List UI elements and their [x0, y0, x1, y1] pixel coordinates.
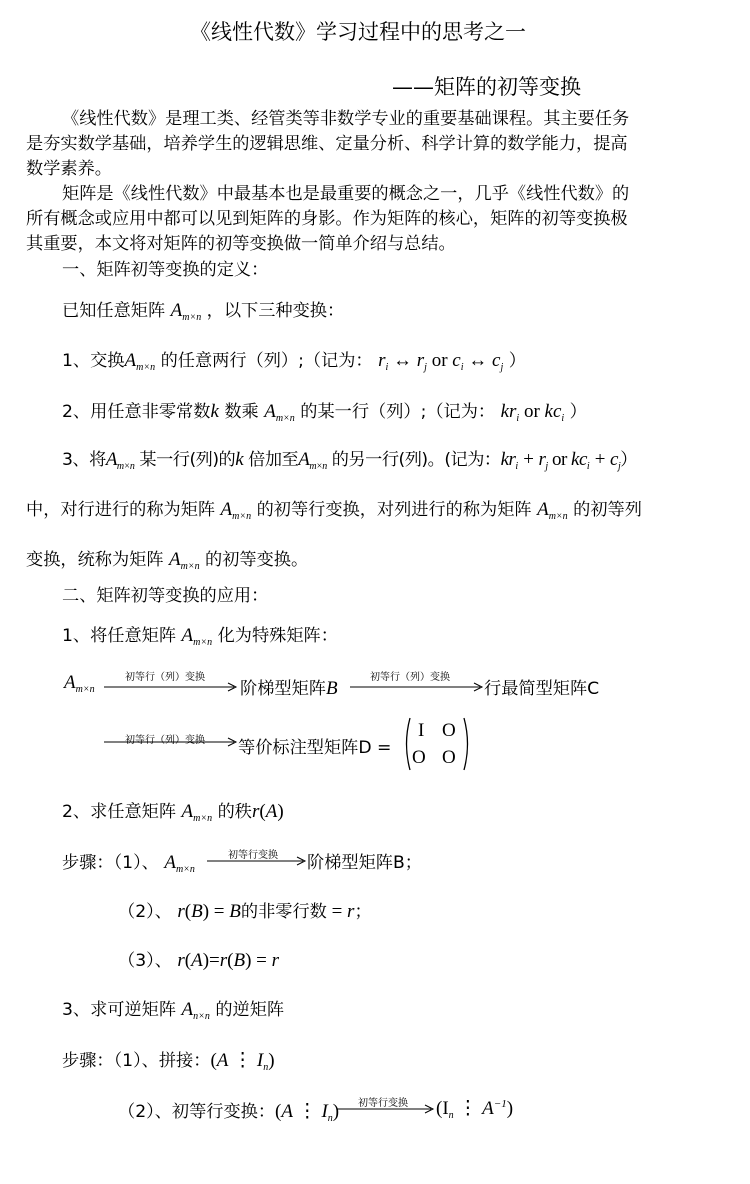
math-k: k	[210, 401, 219, 422]
standard-form-label: 等价标注型矩阵D =	[238, 738, 392, 758]
math-swap: $r_i$ ↔ $r_j$ or $c_i$ ↔ $c_j$	[378, 350, 504, 373]
math-k: k	[235, 449, 244, 470]
text: 3、将	[62, 450, 106, 470]
text: 的初等列	[573, 500, 642, 520]
text: （3）、	[118, 951, 172, 971]
math-inverse-result: ($I_n$ ⋮ $A^{-1}$)	[436, 1098, 514, 1121]
math-A: $A_{m\times n}$	[170, 300, 202, 323]
transform-item-1	[62, 346, 526, 373]
rank-step-3	[118, 946, 279, 972]
text: 的某一行（列）;（记为：	[300, 402, 496, 422]
text: 中，对行进行的称为矩阵	[26, 500, 216, 520]
text: 化为特殊矩阵：	[217, 626, 338, 646]
definition-summary	[26, 545, 308, 572]
page-subtitle: ——矩阵的初等变换	[392, 75, 581, 99]
math-A: $A_{m\times n}$	[164, 852, 195, 875]
text: 的初等行变换，对列进行的称为矩阵	[256, 500, 532, 520]
inverse-step-1	[62, 1046, 275, 1073]
right-arrow-icon	[207, 857, 307, 865]
text: 倍加至	[248, 450, 299, 470]
text: 的逆矩阵	[215, 1000, 285, 1020]
math-add: $kr_i + r_j$ or $kc_i + c_j$	[500, 449, 621, 472]
rank-step-1	[62, 848, 195, 875]
application-item-3	[62, 995, 284, 1022]
math-rank: r(A)	[251, 801, 284, 822]
math-A: $A_{m\times n}$	[64, 672, 95, 695]
inverse-step-2	[118, 1097, 339, 1124]
text: 1、将任意矩阵	[62, 626, 177, 646]
text: ）	[508, 351, 526, 371]
right-arrow-icon	[104, 738, 238, 746]
definition-summary	[26, 495, 642, 522]
math-A: $A_{m\times n}$	[168, 549, 200, 572]
intro-line: 《线性代数》是理工类、经管类等非数学专业的重要基础课程。其主要任务	[62, 109, 630, 129]
right-arrow-icon	[104, 683, 238, 691]
definition-line	[62, 296, 344, 323]
intro-line: 其重要，本文将对矩阵的初等变换做一简单介绍与总结。	[26, 234, 456, 254]
transform-item-2	[62, 397, 587, 424]
text: 2、求任意矩阵	[62, 802, 177, 822]
arrow-label: 初等行（列）变换	[370, 672, 450, 683]
arrow-label: 初等行（列）变换	[125, 735, 205, 746]
text: （2）、	[118, 902, 172, 922]
rref-label: 行最简型矩阵C	[484, 679, 600, 699]
math-B: B	[325, 678, 338, 699]
right-arrow-icon	[350, 683, 484, 691]
transform-item-3	[62, 445, 637, 472]
math-A: $A_{m\times n}$	[264, 401, 295, 424]
text: 步骤：（1）、拼接：	[62, 1051, 211, 1071]
math-A: $A_{m\times n}$	[298, 449, 327, 472]
matrix-entry: O	[442, 747, 456, 768]
section-heading: 一、矩阵初等变换的定义：	[62, 260, 269, 280]
echelon-label: 阶梯型矩阵B；	[307, 853, 422, 873]
math-A: $A_{m\times n}$	[105, 449, 135, 472]
text: 数乘	[224, 402, 259, 422]
text: 的秩	[217, 802, 252, 822]
rank-step-2: （2）、 r(B) = B的非零行数 = r；	[118, 901, 372, 922]
math-A: $A_{m\times n}$	[537, 499, 568, 522]
math-rB: r(B) = B	[177, 901, 241, 922]
math-augmented: (A ⋮ $I_n$)	[210, 1050, 275, 1073]
math-rank-eq: r(A)=r(B) = r	[177, 950, 280, 971]
arrow-label: 初等行变换	[358, 1098, 408, 1109]
math-augmented: (A ⋮ $I_n$)	[275, 1101, 340, 1124]
text: 3、求可逆矩阵	[62, 1000, 177, 1020]
text: （2）、初等行变换：	[118, 1102, 276, 1122]
text: 的另一行(列)。(记为：	[331, 450, 501, 470]
text: 已知任意矩阵	[62, 301, 166, 321]
text: 步骤：（1）、	[62, 853, 159, 873]
text: ）	[620, 450, 637, 470]
text: 2、用任意非零常数	[62, 402, 211, 422]
intro-line: 矩阵是《线性代数》中最基本也是最重要的概念之一，几乎《线性代数》的	[62, 184, 630, 204]
text: ，以下三种变换：	[206, 301, 345, 321]
matrix-entry: I	[418, 720, 425, 741]
text: 某一行(列)的	[139, 450, 236, 470]
arrow-label: 初等行（列）变换	[125, 672, 205, 683]
application-item-1	[62, 621, 338, 648]
page-title: 《线性代数》学习过程中的思考之一	[190, 20, 526, 44]
text: 的初等变换。	[205, 550, 309, 570]
math-A: $A_{m\times n}$	[124, 350, 156, 373]
text: 的任意两行（列）;（记为：	[160, 351, 373, 371]
text: 变换，统称为矩阵	[26, 550, 164, 570]
text: 阶梯型矩阵	[240, 679, 326, 699]
math-A: $A_{m\times n}$	[181, 801, 213, 824]
text: 1、交换	[62, 351, 125, 371]
math-A: $A_{n\times n}$	[181, 999, 210, 1022]
text: 的非零行数	[240, 902, 327, 922]
text: ）	[569, 402, 587, 422]
intro-line: 是夯实数学基础，培养学生的逻辑思维、定量分析、科学计算的数学能力，提高	[26, 134, 628, 154]
application-item-2	[62, 797, 284, 824]
section-heading: 二、矩阵初等变换的应用：	[62, 586, 269, 606]
matrix-entry: O	[412, 747, 426, 768]
math-A: $A_{m\times n}$	[220, 499, 252, 522]
arrow-label: 初等行变换	[228, 850, 278, 861]
math-eq-r: = r	[326, 901, 355, 922]
math-scale: $kr_i$ or $kc_i$	[500, 401, 565, 424]
intro-line: 所有概念或应用中都可以见到矩阵的身影。作为矩阵的核心，矩阵的初等变换极	[26, 209, 628, 229]
math-A: $A_{m\times n}$	[181, 625, 213, 648]
intro-line: 数学素养。	[26, 159, 112, 179]
echelon-label	[240, 674, 338, 700]
right-arrow-icon	[337, 1105, 435, 1113]
matrix-entry: O	[442, 720, 456, 741]
